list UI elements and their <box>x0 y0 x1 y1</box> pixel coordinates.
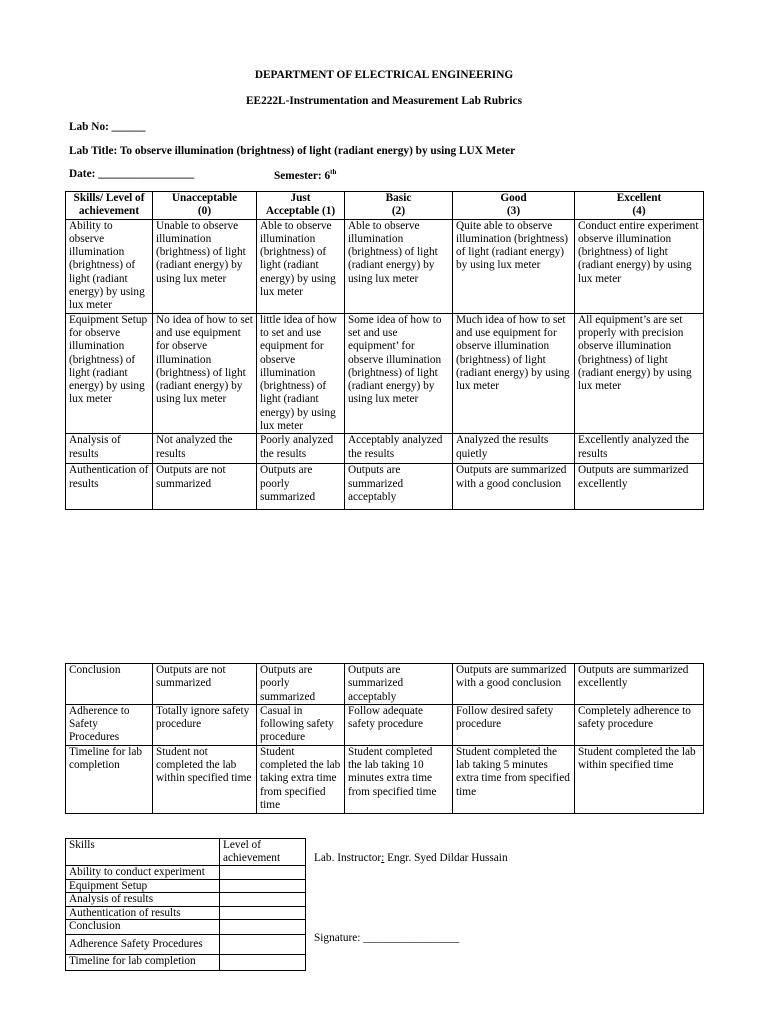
rubric-cell: Poorly analyzed the results <box>257 434 345 464</box>
rubric-cell: Outputs are not summarized <box>153 664 257 705</box>
rubric-cell: Unable to observe illumination (brightness) of light (radiant energy) by using lux meter <box>153 219 257 313</box>
rubric-cell: Outputs are summarized with a good conclusion <box>453 464 575 510</box>
skill-label: Equipment Setup <box>66 879 220 893</box>
rubric-cell: Analysis of results <box>66 434 153 464</box>
rubric-cell: little idea of how to set and use equipment for observe illumination (brightness) of light (radiant energy) by using lux meter <box>257 313 345 434</box>
rubric-table <box>65 191 704 510</box>
skill-label: Ability to conduct experiment <box>66 866 220 880</box>
rubric-cell: Analyzed the results quietly <box>453 434 575 464</box>
rubric-cell: Able to observe illumination (brightness) of light (radiant energy) by using lux meter <box>345 219 453 313</box>
skill-label: Conclusion <box>66 920 220 935</box>
rubric-cell: Student completed the lab taking 10 minutes extra time from specified time <box>345 745 453 813</box>
rubric-cell: Outputs are summarized excellently <box>575 464 704 510</box>
rubric-cell: All equipment’s are set properly with precision observe illumination (brightness) of light (radiant energy) by using lux meter <box>575 313 704 434</box>
instructor-line: Lab. Instructor: Engr. Syed Dildar Hussain <box>314 852 508 864</box>
rubric-cell: Much idea of how to set and use equipment for observe illumination (brightness) of light (radiant energy) by using lux meter <box>453 313 575 434</box>
rubric-cell: Outputs are summarized with a good conclusion <box>453 664 575 705</box>
skill-row <box>66 893 306 907</box>
skill-row <box>66 935 306 955</box>
rubric-cell: Follow desired safety procedure <box>453 704 575 745</box>
rubric-cell: Authentication of results <box>66 464 153 510</box>
skill-label: Adherence Safety Procedures <box>66 935 220 955</box>
rubric-row <box>66 464 704 510</box>
rubric-cell: Student completed the lab within specified time <box>575 745 704 813</box>
level-input[interactable] <box>220 866 306 880</box>
level-input[interactable] <box>220 955 306 971</box>
rubric-cell: Outputs are poorly summarized <box>257 664 345 705</box>
level-header: Level of achievement <box>220 839 306 866</box>
signature-line[interactable]: Signature: _________________ <box>314 932 460 944</box>
rubric-cell: Outputs are poorly summarized <box>257 464 345 510</box>
rubric-row <box>66 745 704 813</box>
rubric-row <box>66 434 704 464</box>
rubric-cell: Excellently analyzed the results <box>575 434 704 464</box>
rubric-cell: Timeline for lab completion <box>66 745 153 813</box>
level-input[interactable] <box>220 920 306 935</box>
level-input[interactable] <box>220 935 306 955</box>
skill-row <box>66 906 306 920</box>
rubric-cell: Student completed the lab taking 5 minutes extra time from specified time <box>453 745 575 813</box>
rubric-header-row <box>66 192 704 220</box>
rubric-cell: No idea of how to set and use equipment for observe illumination (brightness) of light (radiant energy) by using lux meter <box>153 313 257 434</box>
skill-row <box>66 955 306 971</box>
skills-summary-table <box>65 838 306 971</box>
rubric-cell: Adherence to Safety Procedures <box>66 704 153 745</box>
rubric-cell: Not analyzed the results <box>153 434 257 464</box>
level-input[interactable] <box>220 893 306 907</box>
header-just-acceptable: Just Acceptable (1) <box>257 192 345 220</box>
lab-title: Lab Title: To observe illumination (brightness) of light (radiant energy) by using LUX Meter <box>69 145 516 157</box>
skills-header: Skills <box>66 839 220 866</box>
skill-row <box>66 866 306 880</box>
rubric-cell: Outputs are summarized acceptably <box>345 664 453 705</box>
rubric-cell: Student completed the lab taking extra time from specified time <box>257 745 345 813</box>
header-unacceptable: Unacceptable (0) <box>153 192 257 220</box>
rubric-row <box>66 219 704 313</box>
rubric-cell: Quite able to observe illumination (brightness) of light (radiant energy) by using lux meter <box>453 219 575 313</box>
rubric-cell: Ability to observe illumination (brightness) of light (radiant energy) by using lux meter <box>66 219 153 313</box>
semester-label: Semester: 6th <box>274 168 337 182</box>
rubric-cell: Student not completed the lab within specified time <box>153 745 257 813</box>
rubric-cell: Casual in following safety procedure <box>257 704 345 745</box>
header-good: Good (3) <box>453 192 575 220</box>
skill-label: Analysis of results <box>66 893 220 907</box>
rubric-cell: Conclusion <box>66 664 153 705</box>
rubric-cell: Outputs are summarized acceptably <box>345 464 453 510</box>
header-basic: Basic (2) <box>345 192 453 220</box>
rubric-cell: Acceptably analyzed the results <box>345 434 453 464</box>
header-skills: Skills/ Level of achievement <box>66 192 153 220</box>
rubric-table-continued <box>65 663 704 814</box>
rubric-cell: Able to observe illumination (brightness) of light (radiant energy) by using lux meter <box>257 219 345 313</box>
lab-no: Lab No: ______ <box>69 121 146 133</box>
rubric-row <box>66 313 704 434</box>
skill-label: Authentication of results <box>66 906 220 920</box>
rubric-row <box>66 664 704 705</box>
course-title: EE222L-Instrumentation and Measurement Lab Rubrics <box>246 95 522 107</box>
skill-row <box>66 879 306 893</box>
rubric-cell: Equipment Setup for observe illumination (brightness) of light (radiant energy) by using lux meter <box>66 313 153 434</box>
header-excellent: Excellent (4) <box>575 192 704 220</box>
skill-row <box>66 920 306 935</box>
department-title: DEPARTMENT OF ELECTRICAL ENGINEERING <box>254 69 514 81</box>
date-label: Date: _________________ <box>69 168 195 180</box>
level-input[interactable] <box>220 879 306 893</box>
rubric-cell: Follow adequate safety procedure <box>345 704 453 745</box>
skills-header-row <box>66 839 306 866</box>
level-input[interactable] <box>220 906 306 920</box>
rubric-cell: Some idea of how to set and use equipment’ for observe illumination (brightness) of light (radiant energy) by using lux meter <box>345 313 453 434</box>
skill-label: Timeline for lab completion <box>66 955 220 971</box>
rubric-row <box>66 704 704 745</box>
rubric-cell: Conduct entire experiment observe illumination (brightness) of light (radiant energy) by using lux meter <box>575 219 704 313</box>
rubric-cell: Outputs are not summarized <box>153 464 257 510</box>
rubric-cell: Totally ignore safety procedure <box>153 704 257 745</box>
rubric-cell: Completely adherence to safety procedure <box>575 704 704 745</box>
rubric-cell: Outputs are summarized excellently <box>575 664 704 705</box>
